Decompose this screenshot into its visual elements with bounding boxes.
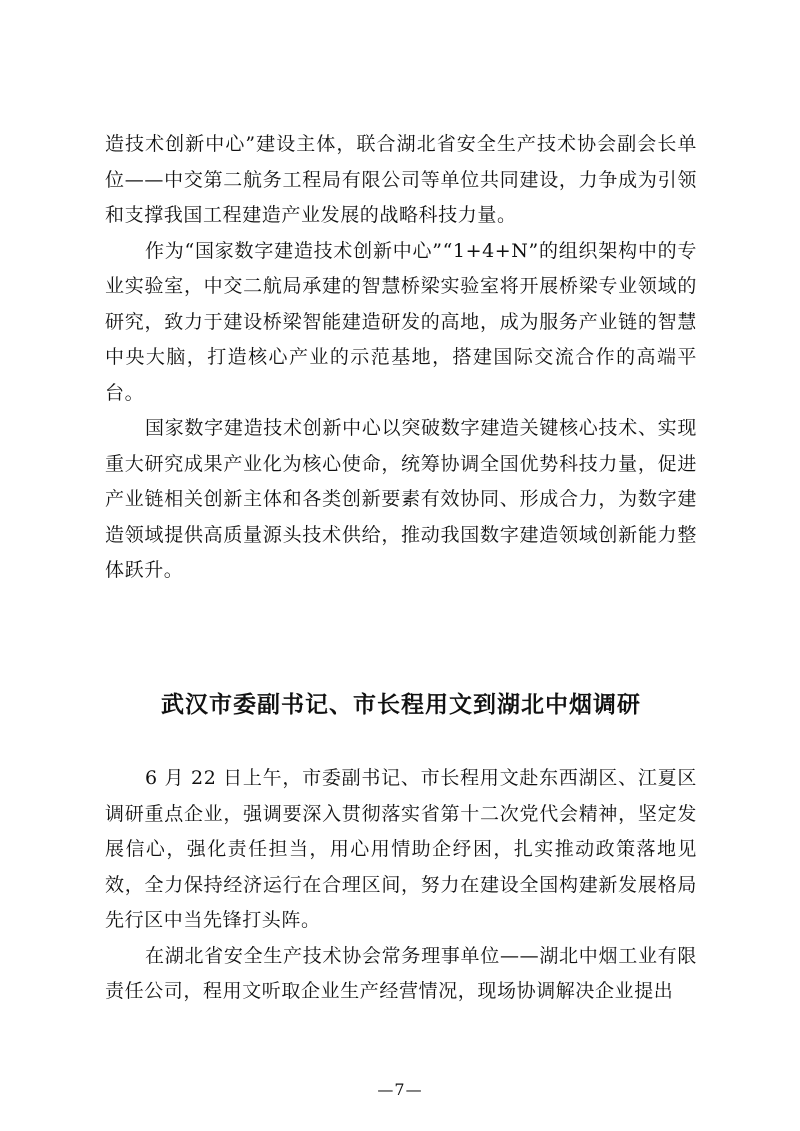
- paragraph-lab-intro: 作为“国家数字建造技术创新中心”“1+4+N”的组织架构中的专业实验室，中交二航局承建的智慧桥梁实验室将开展桥梁专业领域的研究，致力于建设桥梁智能建造研发的高地，成为服务产业链的智慧中央大脑，打造核心产业的示范基地，搭建国际交流合作的高端平台。: [105, 239, 697, 404]
- paragraph-hubei-tobacco: 在湖北省安全生产技术协会常务理事单位——湖北中烟工业有限责任公司，程用文听取企业生产经营情况，现场协调解决企业提出: [105, 944, 697, 1002]
- section-1-body: [105, 127, 697, 589]
- paragraph-center-mission: 国家数字建造技术创新中心以突破数字建造关键核心技术、实现重大研究成果产业化为核心使命，统筹协调全国优势科技力量，促进产业链相关创新主体和各类创新要素有效协同、形成合力，为数字建造领域提供高质量源头技术供给，推动我国数字建造领域创新能力整体跃升。: [105, 417, 697, 581]
- page-number: —7—: [377, 1080, 423, 1099]
- paragraph-visit: 6 月 22 日上午，市委副书记、市长程用文赴东西湖区、江夏区调研重点企业，强调要深入贯彻落实省第十二次党代会精神，坚定发展信心，强化责任担当，用心用情助企纾困，扎实推动政策落地见效，全力保持经济运行在合理区间，努力在建设全国构建新发展格局先行区中当先锋打头阵。: [105, 767, 697, 931]
- section-title: 武汉市委副书记、市长程用文到湖北中烟调研: [161, 691, 641, 718]
- paragraph-continued: 造技术创新中心”建设主体，联合湖北省安全生产技术协会副会长单位——中交第二航务工程局有限公司等单位共同建设，力争成为引领和支撑我国工程建造产业发展的战略科技力量。: [105, 133, 697, 226]
- section-2-body: [105, 761, 697, 1010]
